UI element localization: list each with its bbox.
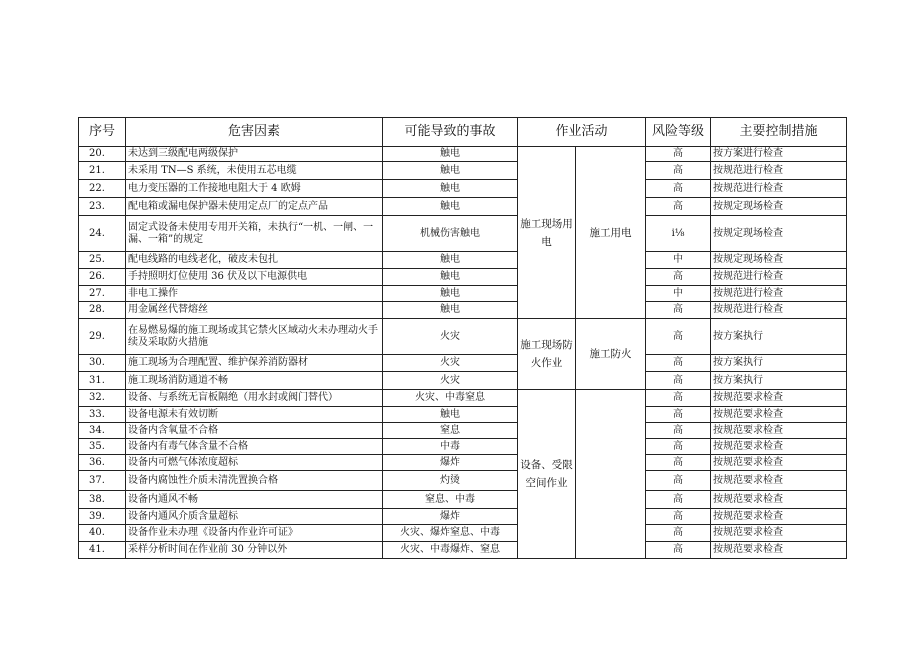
hazard-cell: 施工现场为合理配置、维护保养消防器材 xyxy=(126,355,383,372)
table-row xyxy=(79,269,847,286)
risk-level-cell: i⅛ xyxy=(646,216,711,252)
risk-level-cell: 高 xyxy=(646,147,711,162)
row-number: 24. xyxy=(79,216,126,252)
risk-level-cell: 高 xyxy=(646,471,711,491)
control-measure-cell: 按规范进行检查 xyxy=(711,286,847,302)
control-measure-cell: 按规范要求检查 xyxy=(711,471,847,491)
risk-level-cell: 高 xyxy=(646,509,711,525)
hazard-cell: 未达到三级配电两级保护 xyxy=(126,147,383,162)
header-hazard: 危害因素 xyxy=(126,118,383,147)
control-measure-cell: 按方案执行 xyxy=(711,355,847,372)
hazard-cell: 配电箱或漏电保护器未使用定点厂的定点产品 xyxy=(126,198,383,216)
control-measure-cell: 按规范要求检查 xyxy=(711,491,847,509)
accident-cell: 触电 xyxy=(383,162,518,180)
risk-level-cell: 高 xyxy=(646,180,711,198)
accident-cell: 触电 xyxy=(383,147,518,162)
row-number: 27. xyxy=(79,286,126,302)
row-number: 21. xyxy=(79,162,126,180)
control-measure-cell: 按规范进行检查 xyxy=(711,162,847,180)
header-activity: 作业活动 xyxy=(518,118,646,147)
risk-level-cell: 高 xyxy=(646,390,711,407)
row-number: 20. xyxy=(79,147,126,162)
control-measure-cell: 按规范要求检查 xyxy=(711,455,847,471)
accident-cell: 火灾 xyxy=(383,319,518,355)
hazard-cell: 电力变压器的工作接地电阻大于 4 欧姆 xyxy=(126,180,383,198)
header-control-measure: 主要控制措施 xyxy=(711,118,847,147)
accident-cell: 火灾、爆炸窒息、中毒 xyxy=(383,525,518,542)
accident-cell: 触电 xyxy=(383,302,518,319)
control-measure-cell: 按规范要求检查 xyxy=(711,390,847,407)
accident-cell: 窒息 xyxy=(383,423,518,439)
row-number: 40. xyxy=(79,525,126,542)
hazard-cell: 设备、与系统无盲板隔绝（用水封或阀门替代） xyxy=(126,390,383,407)
row-number: 26. xyxy=(79,269,126,286)
accident-cell: 触电 xyxy=(383,180,518,198)
hazard-cell: 采样分析时间在作业前 30 分钟以外 xyxy=(126,542,383,559)
header-risk-level: 风险等级 xyxy=(646,118,711,147)
header-row xyxy=(79,118,847,147)
row-number: 38. xyxy=(79,491,126,509)
risk-level-cell: 中 xyxy=(646,252,711,269)
activity-fire: 施工防火 xyxy=(576,319,646,390)
hazard-cell: 设备内有毒气体含量不合格 xyxy=(126,439,383,455)
accident-cell: 火灾、中毒爆炸、窒息 xyxy=(383,542,518,559)
row-number: 41. xyxy=(79,542,126,559)
table-row xyxy=(79,319,847,355)
row-number: 29. xyxy=(79,319,126,355)
activity-fire-site: 施工现场防火作业 xyxy=(518,319,576,390)
control-measure-cell: 按规范进行检查 xyxy=(711,180,847,198)
table-row xyxy=(79,216,847,252)
accident-cell: 触电 xyxy=(383,286,518,302)
header-accident: 可能导致的事故 xyxy=(383,118,518,147)
control-measure-cell: 按规定现场检查 xyxy=(711,216,847,252)
row-number: 37. xyxy=(79,471,126,491)
table-row xyxy=(79,407,847,423)
table-row xyxy=(79,491,847,509)
hazard-table xyxy=(78,117,847,559)
table-row xyxy=(79,439,847,455)
hazard-cell: 在易燃易爆的施工现场或其它禁火区域动火未办理动火手续及采取防火措施 xyxy=(126,319,383,355)
row-number: 36. xyxy=(79,455,126,471)
risk-level-cell: 高 xyxy=(646,269,711,286)
row-number: 23. xyxy=(79,198,126,216)
row-number: 35. xyxy=(79,439,126,455)
table-row xyxy=(79,455,847,471)
accident-cell: 中毒 xyxy=(383,439,518,455)
risk-level-cell: 高 xyxy=(646,162,711,180)
hazard-cell: 手持照明灯位使用 36 伏及以下电源供电 xyxy=(126,269,383,286)
hazard-cell: 设备电源未有效切断 xyxy=(126,407,383,423)
hazard-cell: 用金属丝代替熔丝 xyxy=(126,302,383,319)
risk-level-cell: 高 xyxy=(646,423,711,439)
activity-electrical-site: 施工现场用电 xyxy=(518,147,576,319)
activity-confined-space: 设备、受限空间作业 xyxy=(518,390,576,559)
control-measure-cell: 按方案进行检查 xyxy=(711,147,847,162)
table-row xyxy=(79,286,847,302)
accident-cell: 触电 xyxy=(383,198,518,216)
risk-level-cell: 高 xyxy=(646,439,711,455)
accident-cell: 爆炸 xyxy=(383,509,518,525)
table-row xyxy=(79,471,847,491)
control-measure-cell: 按规范要求检查 xyxy=(711,423,847,439)
risk-level-cell: 高 xyxy=(646,198,711,216)
activity-electrical: 施工用电 xyxy=(576,147,646,319)
risk-level-cell: 高 xyxy=(646,302,711,319)
control-measure-cell: 按规范进行检查 xyxy=(711,269,847,286)
table-row xyxy=(79,542,847,559)
risk-level-cell: 高 xyxy=(646,319,711,355)
hazard-cell: 设备内通风介质含量超标 xyxy=(126,509,383,525)
table-row xyxy=(79,355,847,372)
table-row xyxy=(79,525,847,542)
row-number: 30. xyxy=(79,355,126,372)
table-row xyxy=(79,252,847,269)
control-measure-cell: 按方案执行 xyxy=(711,372,847,390)
row-number: 33. xyxy=(79,407,126,423)
table-row xyxy=(79,390,847,407)
hazard-cell: 设备内含氧量不合格 xyxy=(126,423,383,439)
table-row xyxy=(79,162,847,180)
row-number: 22. xyxy=(79,180,126,198)
control-measure-cell: 按规范要求检查 xyxy=(711,439,847,455)
accident-cell: 灼烫 xyxy=(383,471,518,491)
hazard-cell: 设备作业未办理《设备内作业许可证》 xyxy=(126,525,383,542)
accident-cell: 窒息、中毒 xyxy=(383,491,518,509)
risk-level-cell: 高 xyxy=(646,407,711,423)
hazard-cell: 非电工操作 xyxy=(126,286,383,302)
table-row xyxy=(79,509,847,525)
accident-cell: 火灾 xyxy=(383,355,518,372)
risk-level-cell: 中 xyxy=(646,286,711,302)
hazard-cell: 设备内腐蚀性介质未清洗置换合格 xyxy=(126,471,383,491)
control-measure-cell: 按规定现场检查 xyxy=(711,198,847,216)
accident-cell: 火灾 xyxy=(383,372,518,390)
hazard-cell: 设备内通风不畅 xyxy=(126,491,383,509)
risk-level-cell: 高 xyxy=(646,455,711,471)
table-row xyxy=(79,372,847,390)
activity-confined-space-detail xyxy=(576,390,646,559)
accident-cell: 火灾、中毒窒息 xyxy=(383,390,518,407)
accident-cell: 触电 xyxy=(383,407,518,423)
table-row xyxy=(79,423,847,439)
accident-cell: 爆炸 xyxy=(383,455,518,471)
header-number: 序号 xyxy=(79,118,126,147)
table-row xyxy=(79,198,847,216)
row-number: 31. xyxy=(79,372,126,390)
hazard-cell: 施工现场消防通道不畅 xyxy=(126,372,383,390)
risk-level-cell: 高 xyxy=(646,542,711,559)
hazard-cell: 配电线路的电线老化，破皮未包扎 xyxy=(126,252,383,269)
control-measure-cell: 按规范要求检查 xyxy=(711,542,847,559)
row-number: 39. xyxy=(79,509,126,525)
hazard-cell: 固定式设备未使用专用开关箱，未执行“一机、一闸、一漏、一箱”的规定 xyxy=(126,216,383,252)
hazard-cell: 未采用 TN—S 系统，未使用五芯电缆 xyxy=(126,162,383,180)
accident-cell: 触电 xyxy=(383,269,518,286)
table-row xyxy=(79,180,847,198)
control-measure-cell: 按规范进行检查 xyxy=(711,302,847,319)
row-number: 34. xyxy=(79,423,126,439)
risk-level-cell: 高 xyxy=(646,491,711,509)
table-row xyxy=(79,147,847,162)
risk-level-cell: 高 xyxy=(646,525,711,542)
row-number: 32. xyxy=(79,390,126,407)
row-number: 25. xyxy=(79,252,126,269)
accident-cell: 机械伤害触电 xyxy=(383,216,518,252)
accident-cell: 触电 xyxy=(383,252,518,269)
control-measure-cell: 按规范要求检查 xyxy=(711,525,847,542)
control-measure-cell: 按规范要求检查 xyxy=(711,509,847,525)
control-measure-cell: 按规定现场检查 xyxy=(711,252,847,269)
control-measure-cell: 按规范要求检查 xyxy=(711,407,847,423)
control-measure-cell: 按方案执行 xyxy=(711,319,847,355)
row-number: 28. xyxy=(79,302,126,319)
table-row xyxy=(79,302,847,319)
risk-level-cell: 高 xyxy=(646,372,711,390)
hazard-cell: 设备内可燃气体浓度超标 xyxy=(126,455,383,471)
risk-level-cell: 高 xyxy=(646,355,711,372)
